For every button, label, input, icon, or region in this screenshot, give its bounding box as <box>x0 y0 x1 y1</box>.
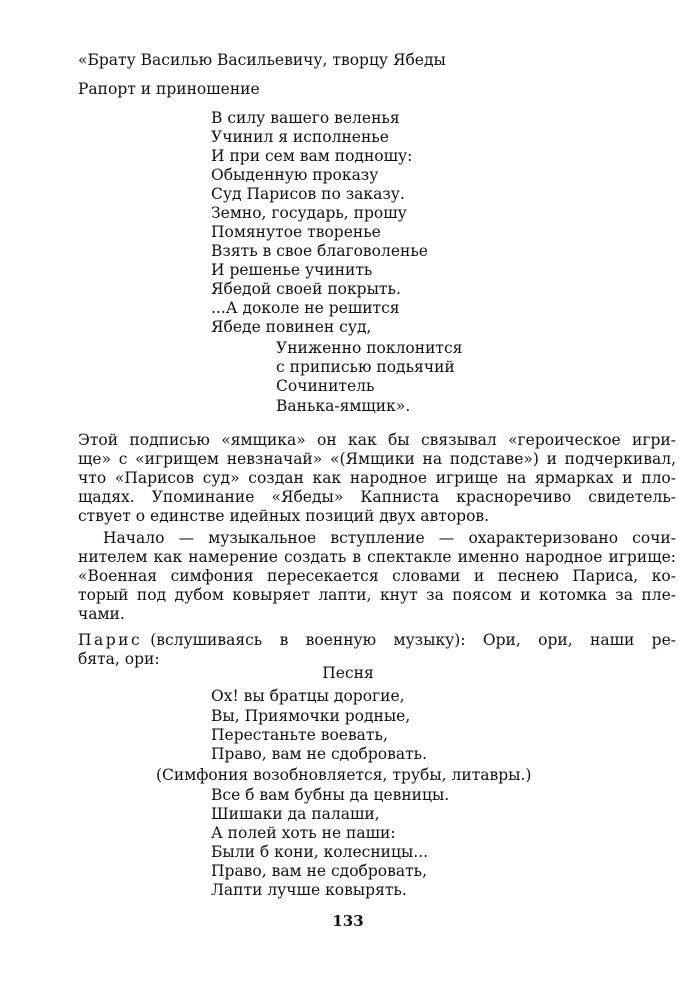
poem-line: Обыденную проказу <box>211 166 379 184</box>
paragraph-line: бята, ори: <box>78 650 160 668</box>
song-title: Песня <box>322 664 374 682</box>
page-number: 133 <box>332 912 364 930</box>
poem-line: Помянутое творенье <box>211 223 381 241</box>
paragraph-line: нителем как намерение создать в спектакле именно народное игрище: <box>78 548 676 566</box>
poem-line: Взять в свое благоволенье <box>211 242 428 260</box>
song-line: А полей хоть не паши: <box>211 824 396 842</box>
song-line: Ох! вы братцы дорогие, <box>211 687 405 705</box>
song-line: Лапти лучше ковырять. <box>211 881 407 899</box>
speaker-line <box>78 631 676 650</box>
song-line: Право, вам не сдобровать. <box>211 745 428 763</box>
stage-direction: (Симфония возобновляется, трубы, литавры.) <box>156 766 532 784</box>
paragraph-line: что «Парисов суд» создан как народное игрище на ярмарках и пло- <box>78 469 676 487</box>
poem-line: Земно, государь, прошу <box>211 204 407 222</box>
poem-line: Учинил я исполненье <box>211 128 389 146</box>
dedication-line: «Брату Василью Васильевичу, творцу Ябеды <box>78 51 446 69</box>
paragraph-line: ствует о единстве идейных позиций двух авторов. <box>78 507 490 525</box>
signature-line: Униженно поклонится <box>276 339 463 357</box>
speaker-name: Парис <box>78 631 143 649</box>
signature-line: Сочинитель <box>276 377 375 395</box>
song-line: Были б кони, колесницы... <box>211 843 429 861</box>
paragraph-line: щадях. Упоминание «Ябеды» Капниста красноречиво свидетель- <box>78 488 676 506</box>
song-line: Право, вам не сдобровать, <box>211 862 428 880</box>
paragraph-line: чами. <box>78 605 125 623</box>
song-line: Все б вам бубны да цевницы. <box>211 786 450 804</box>
paragraph-line: «Военная симфония пересекается словами и песнею Париса, ко- <box>78 567 676 585</box>
poem-line: Ябедой своей покрыть. <box>211 280 401 298</box>
poem-line: И при сем вам подношу: <box>211 147 413 165</box>
song-line: Шишаки да палаши, <box>211 805 380 823</box>
poem-line: В силу вашего веленья <box>211 109 400 127</box>
poem-line: ...А доколе не решится <box>211 299 400 317</box>
speaker-direction: (вслушиваясь в военную музыку): Ори, ори, наши ре- <box>150 631 676 649</box>
signature-line: с приписью подьячий <box>276 358 455 376</box>
paragraph-line: торый под дубом ковыряет лапти, кнут за поясом и котомка за пле- <box>78 586 676 604</box>
song-line: Вы, Приямочки родные, <box>211 707 411 725</box>
paragraph-line: Этой подписью «ямщика» он как бы связывал «героическое игри- <box>78 431 676 449</box>
poem-line: Ябеде повинен суд, <box>211 318 372 336</box>
poem-line: И решенье учинить <box>211 261 373 279</box>
paragraph-line: ще» с «игрищем невзначай» «(Ямщики на подставе») и подчеркивал, <box>78 450 676 468</box>
poem-line: Суд Парисов по заказу. <box>211 185 405 203</box>
subtitle-line: Рапорт и приношение <box>78 80 260 98</box>
song-line: Перестаньте воевать, <box>211 726 388 744</box>
signature-line: Ванька-ямщик». <box>276 397 411 415</box>
paragraph-line: Начало — музыкальное вступление — охарактеризовано сочи- <box>103 529 676 547</box>
